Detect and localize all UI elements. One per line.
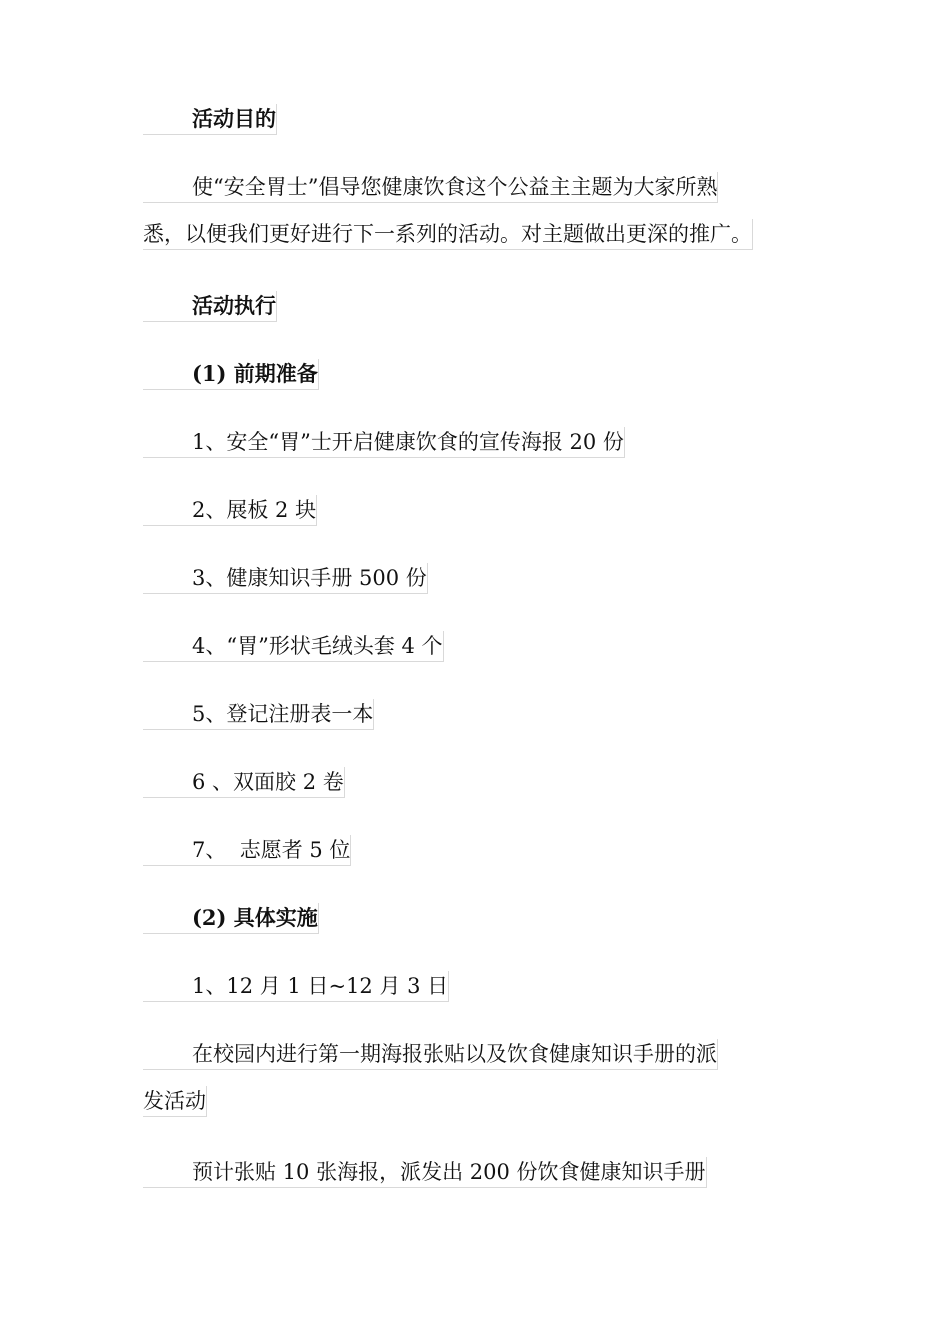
section-title-implementation xyxy=(143,903,319,934)
prep-item xyxy=(143,631,444,662)
prep-item-3: 3、健康知识手册 500 份 xyxy=(143,563,428,594)
prep-item xyxy=(143,835,351,866)
section-title-preparation-text: (1) 前期准备 xyxy=(143,359,319,390)
section-title-implementation-text: (2) 具体实施 xyxy=(143,903,319,934)
prep-item xyxy=(143,767,345,798)
prep-item xyxy=(143,563,428,594)
impl-description xyxy=(143,1039,718,1117)
impl-desc-line-2: 发活动 xyxy=(143,1086,207,1117)
prep-item xyxy=(143,699,374,730)
impl-date xyxy=(143,971,449,1002)
section-title-preparation xyxy=(143,359,319,390)
prep-item-5: 5、登记注册表一本 xyxy=(143,699,374,730)
impl-date-text: 1、12 月 1 日~12 月 3 日 xyxy=(143,971,449,1002)
purpose-line-2: 悉，以便我们更好进行下一系列的活动。对主题做出更深的推广。 xyxy=(143,219,753,250)
prep-item-2: 2、展板 2 块 xyxy=(143,495,317,526)
impl-plan-text: 预计张贴 10 张海报，派发出 200 份饮食健康知识手册 xyxy=(143,1157,707,1188)
prep-item xyxy=(143,427,625,458)
prep-item xyxy=(143,495,317,526)
prep-item-6: 6 、双面胶 2 卷 xyxy=(143,767,345,798)
purpose-paragraph xyxy=(143,172,753,250)
heading-purpose xyxy=(143,104,277,135)
heading-purpose-text: 活动目的 xyxy=(143,104,277,135)
prep-item-4: 4、“胃”形状毛绒头套 4 个 xyxy=(143,631,444,662)
prep-item-7: 7、 志愿者 5 位 xyxy=(143,835,351,866)
heading-execution xyxy=(143,291,277,322)
prep-item-1: 1、安全“胃”士开启健康饮食的宣传海报 20 份 xyxy=(143,427,625,458)
impl-desc-line-1: 在校园内进行第一期海报张贴以及饮食健康知识手册的派 xyxy=(143,1039,718,1070)
purpose-line-1: 使“安全胃士”倡导您健康饮食这个公益主主题为大家所熟 xyxy=(143,172,718,203)
impl-plan xyxy=(143,1157,707,1188)
heading-execution-text: 活动执行 xyxy=(143,291,277,322)
